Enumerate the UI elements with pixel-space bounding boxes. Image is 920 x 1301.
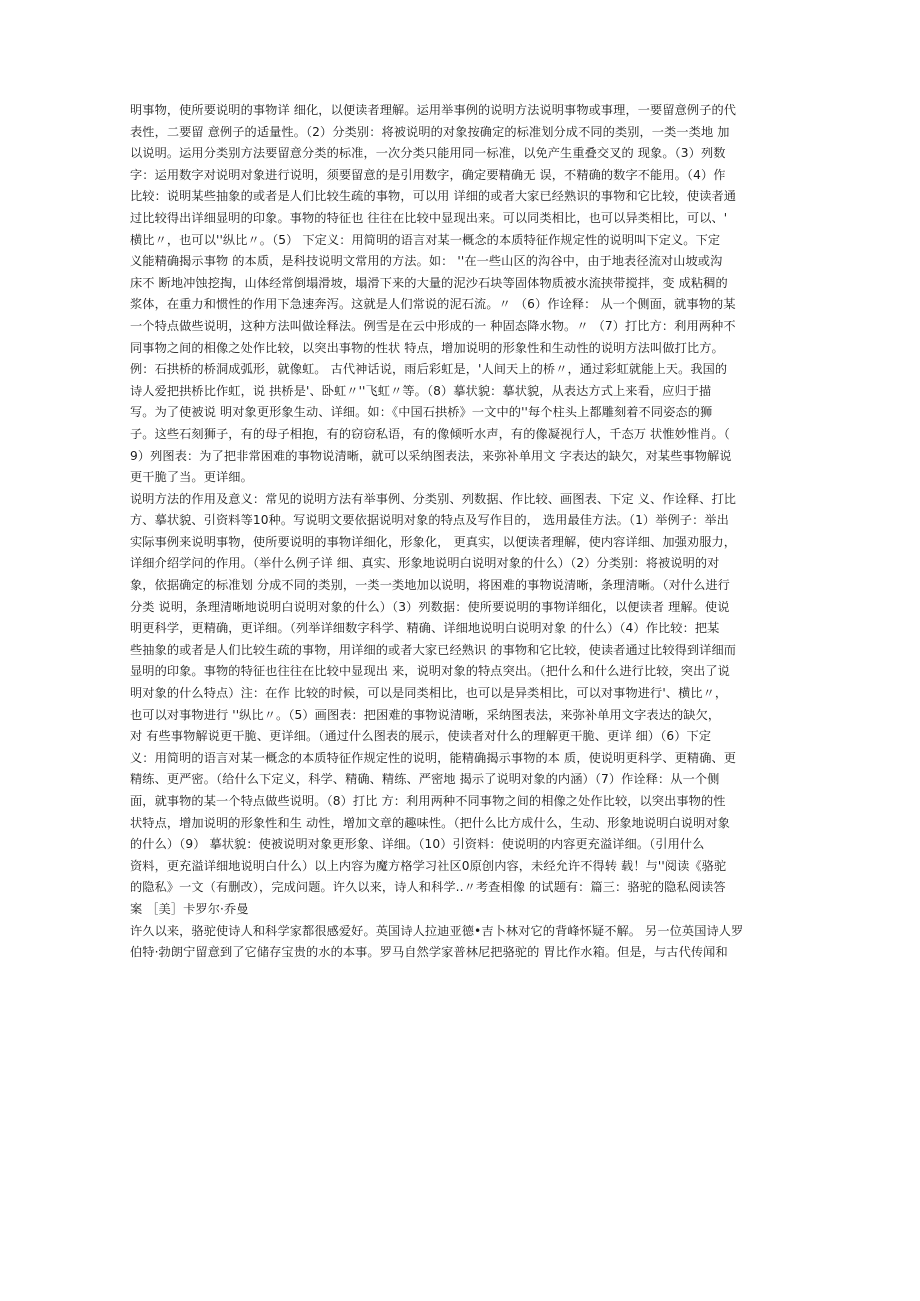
text-line: 一个特点做些说明，这种方法叫做诠释法。例雪是在云中形成的一 种固态降水物。〃 （7）打比方：利用两种不 bbox=[130, 318, 736, 333]
text-line: 例：石拱桥的桥洞成弧形，就像虹。 古代神话说，雨后彩虹是，'人间天上的桥〃，通过彩虹就能上天。我国的 bbox=[130, 362, 728, 377]
text-line: 说明方法的作用及意义：常见的说明方法有举事例、分类别、列数据、作比较、画图表、下定 义、作诠释、打比 bbox=[130, 491, 737, 506]
text-line: 状特点，增加说明的形象性和生 动性，增加文章的趣味性。（把什么比方成什么，生动、形象地说明白说明对象 bbox=[130, 815, 730, 830]
text-line: 象，依据确定的标准划 分成不同的类别，一类一类地加以说明，将困难的事物说清晰，条理清晰。（对什么进行 bbox=[130, 578, 730, 593]
text-line: 义能精确揭示事物 的本质，是科技说明文常用的方法。如： ''在一些山区的沟谷中，由于地表径流对山坡或沟 bbox=[130, 254, 723, 269]
text-line: 许久以来，骆驼使诗人和科学家都很感爱好。英国诗人拉迪亚德•吉卜林对它的背峰怀疑不解。 另一位英国诗人罗 bbox=[130, 923, 744, 938]
text-line: 更干脆了当。更详细。 bbox=[130, 470, 253, 485]
text-line: 些抽象的或者是人们比较生疏的事物，用详细的或者大家已经熟识 的事物和它比较，使读者通过比较得到详细而 bbox=[130, 642, 737, 657]
text-line: 的什么）（9） 摹状貌：使被说明对象更形象、详细。（10）引资料：使说明的内容更充溢详细。（引用什么 bbox=[130, 837, 705, 852]
text-line: 方、摹状貌、引资料等10种。写说明文要依据说明对象的特点及写作目的， 选用最佳方法。（1）举例子：举出 bbox=[130, 513, 729, 528]
text-line: 9）列图表：为了把非常困难的事物说清晰，就可以采纳图表法，来弥补单用文 字表达的缺欠，对某些事物解说 bbox=[130, 448, 732, 463]
text-line: 明更科学，更精确，更详细。（列举详细数字科学、精确、详细地说明白说明对象 的什么）（4）作比较：把某 bbox=[130, 621, 720, 636]
text-line: 伯特·勃朗宁留意到了它储存宝贵的水的本事。罗马自然学家普林尼把骆驼的 胃比作水箱。但是，与古代传闻和 bbox=[130, 945, 728, 960]
document-body bbox=[130, 100, 790, 964]
text-line: 诗人爱把拱桥比作虹，说 拱桥是'、卧虹〃''飞虹〃等。（8）摹状貌：摹状貌，从表达方式上来看，应归于描 bbox=[130, 383, 712, 398]
text-line: 显明的印象。事物的特征也往往在比较中显现出 来，说明对象的特点突出。（把什么和什么进行比较，突出了说 bbox=[130, 664, 730, 679]
text-line: 明对象的什么特点）注：在作 比较的时候，可以是同类相比，也可以是异类相比，可以对事物进行'、横比〃， bbox=[130, 686, 728, 701]
text-line: 过比较得出详细显明的印象。事物的特征也 往往在比较中显现出来。可以同类相比，也可以异类相比，可以、' bbox=[130, 210, 728, 225]
text-line: 写。为了使被说 明对象更形象生动、详细。如：《中国石拱桥》一文中的''每个柱头上都雕刻着不同姿态的狮 bbox=[130, 405, 713, 420]
text-line: 字：运用数字对说明对象进行说明，须要留意的是引用数字，确定要精确无 误，不精确的数字不能用。（4）作 bbox=[130, 167, 726, 182]
text-line: 比较：说明某些抽象的或者是人们比较生疏的事物，可以用 详细的或者大家已经熟识的事物和它比较，使读者通 bbox=[130, 189, 737, 204]
text-line: 的隐私》一文（有删改），完成问题。许久以来，诗人和科学..〃考查相像 的试题有：篇三：骆驼的隐私阅读答 bbox=[130, 880, 726, 895]
text-line: 面，就事物的某一个特点做些说明。（8）打比 方：利用两种不同事物之间的相像之处作比较，以突出事物的性 bbox=[130, 794, 726, 808]
text-line: 以说明。运用分类别方法要留意分类的标准，一次分类只能用同一标准，以免产生重叠交叉的 现象。（3）列数 bbox=[130, 146, 726, 161]
text-line: 资料，更充溢详细地说明白什么）以上内容为魔方格学习社区0原创内容，未经允许不得转 载！与''阅读《骆驼 bbox=[130, 858, 727, 873]
text-line: 义：用简明的语言对某一概念的本质特征作规定性的说明，能精确揭示事物的本 质，使说明更科学、更精确、更 bbox=[130, 750, 737, 765]
text-line: 实际事例来说明事物，使所要说明的事物详细化，形象化， 更真实，以便读者理解，使内容详细、加强劝服力， bbox=[130, 534, 737, 549]
text-line: 床不 断地冲蚀挖掏，山体经常倒塌滑坡，塌滑下来的大量的泥沙石块等固体物质被水流挟带搅拌，变 成粘稠的 bbox=[130, 275, 728, 290]
text-line: 也可以对事物进行 ''纵比〃。（5）画图表：把困难的事物说清晰，采纳图表法，来弥补单用文字表达的缺欠， bbox=[130, 707, 721, 722]
text-line: 分类 说明，条理清晰地说明白说明对象的什么）（3）列数据：使所要说明的事物详细化，以便读者 理解。使说 bbox=[130, 599, 730, 614]
text-line: 对 有些事物解说更干脆、更详细。（通过什么图表的展示，使读者对什么的理解更干脆、更详 细）（6）下定 bbox=[130, 729, 712, 744]
text-line: 明事物，使所要说明的事物详 细化，以便读者理解。运用举事例的说明方法说明事物或事理，一要留意例子的代 bbox=[130, 103, 737, 117]
text-line: 详细介绍学问的作用。（举什么例子详 细、真实、形象地说明白说明对象的什么）（2）分类别：将被说明的对 bbox=[130, 556, 720, 571]
text-line: 案 ［美］卡罗尔·乔曼 bbox=[130, 901, 249, 916]
text-line: 子。这些石刻狮子，有的母子相抱，有的窃窃私语，有的像倾听水声，有的像凝视行人，千态万 状惟妙惟肖。（ bbox=[130, 426, 730, 441]
text-line: 精练、更严密。（给什么下定义，科学、精确、精练、严密地 揭示了说明对象的内涵）（7）作诠释：从一个侧 bbox=[130, 772, 720, 787]
text-line: 横比〃，也可以''纵比〃。（5） 下定义：用简明的语言对某一概念的本质特征作规定性的说明叫下定义。下定 bbox=[130, 232, 721, 247]
text-line: 同事物之间的相像之处作比较，以突出事物的性状 特点，增加说明的形象性和生动性的说明方法叫做打比方。 bbox=[130, 340, 724, 355]
text-line: 浆体，在重力和惯性的作用下急速奔泻。这就是人们常说的泥石流。〃 （6）作诠释： 从一个侧面，就事物的某 bbox=[130, 297, 736, 312]
text-line: 表性，二要留 意例子的适量性。（2）分类别：将被说明的对象按确定的标准划分成不同的类别，一类一类地 加 bbox=[130, 124, 730, 139]
